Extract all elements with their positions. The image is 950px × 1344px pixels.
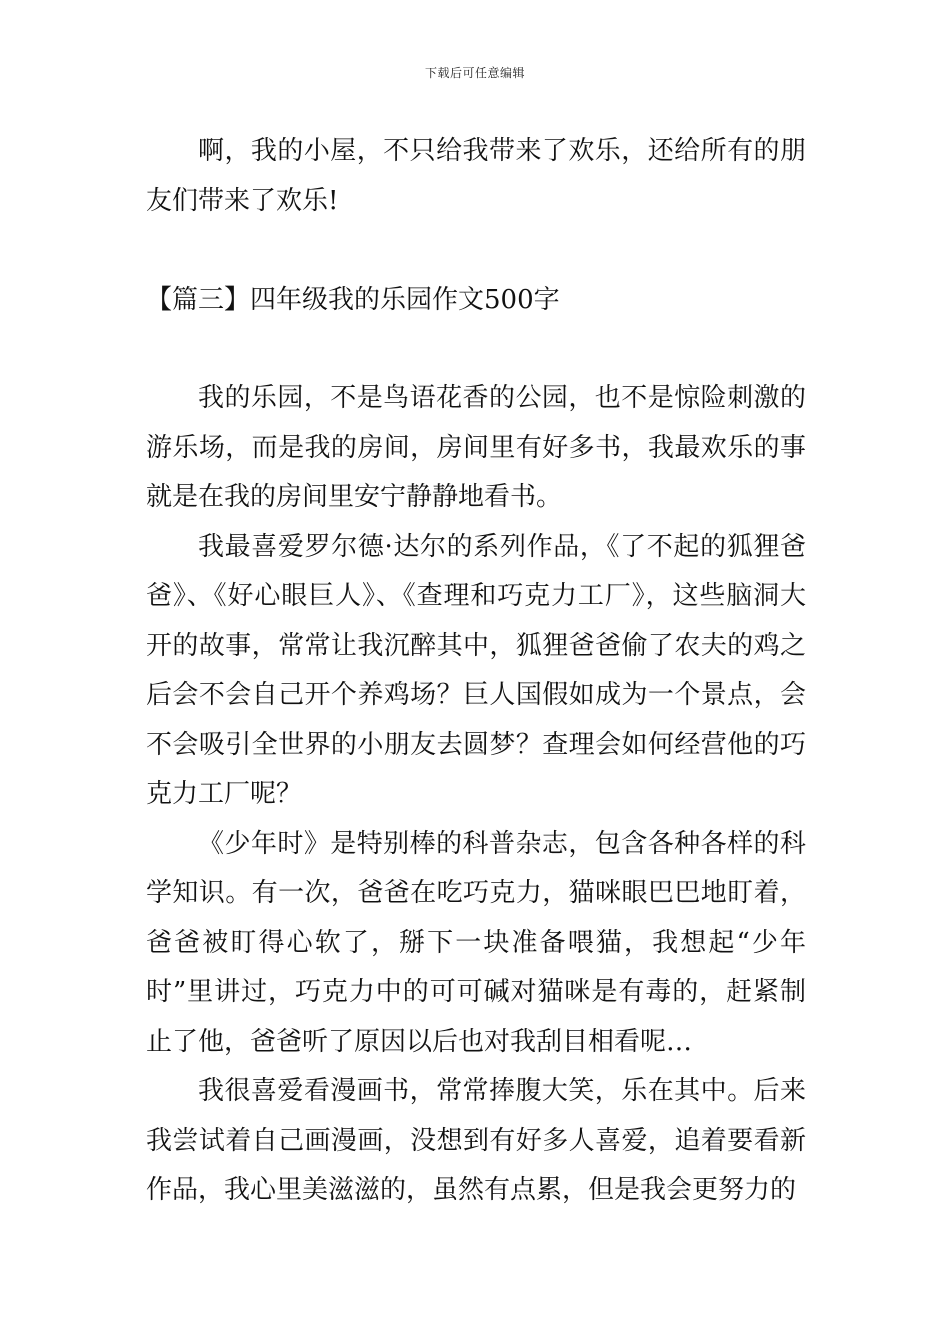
essay-paragraph-1: 我的乐园，不是鸟语花香的公园，也不是惊险刺激的游乐场，而是我的房间，房间里有好多书，我最欢乐的事就是在我的房间里安宁静静地看书。 (146, 383, 806, 512)
essay-paragraph-2: 我最喜爱罗尔德·达尔的系列作品，《了不起的狐狸爸爸》、《好心眼巨人》、《查理和巧克力工厂》，这些脑洞大开的故事，常常让我沉醉其中，狐狸爸爸偷了农夫的鸡之后会不会自己开个养鸡场？巨人国假如成为一个景点，会不会吸引全世界的小朋友去圆梦？查理会如何经营他的巧克力工厂呢？ (146, 531, 806, 809)
essay-body (146, 374, 806, 1216)
closing-paragraph: 啊，我的小屋，不只给我带来了欢乐，还给所有的朋友们带来了欢乐! (146, 136, 806, 216)
section-title: 【篇三】四年级我的乐园作文500字 (146, 285, 560, 315)
essay-paragraph-3: 《少年时》是特别棒的科普杂志，包含各种各样的科学知识。有一次，爸爸在吃巧克力，猫咪眼巴巴地盯着，爸爸被盯得心软了，掰下一块准备喂猫，我想起“少年时”里讲过，巧克力中的可可碱对猫咪是有毒的，赶紧制止了他，爸爸听了原因以后也对我刮目相看呢… (146, 828, 806, 1057)
essay-paragraph-4: 我很喜爱看漫画书，常常捧腹大笑，乐在其中。后来我尝试着自己画漫画，没想到有好多人喜爱，追着要看新作品，我心里美滋滋的，虽然有点累，但是我会更努力的 (146, 1076, 806, 1205)
page-header-note: 下载后可任意编辑 (424, 66, 525, 80)
closing-paragraph-block (146, 127, 806, 226)
